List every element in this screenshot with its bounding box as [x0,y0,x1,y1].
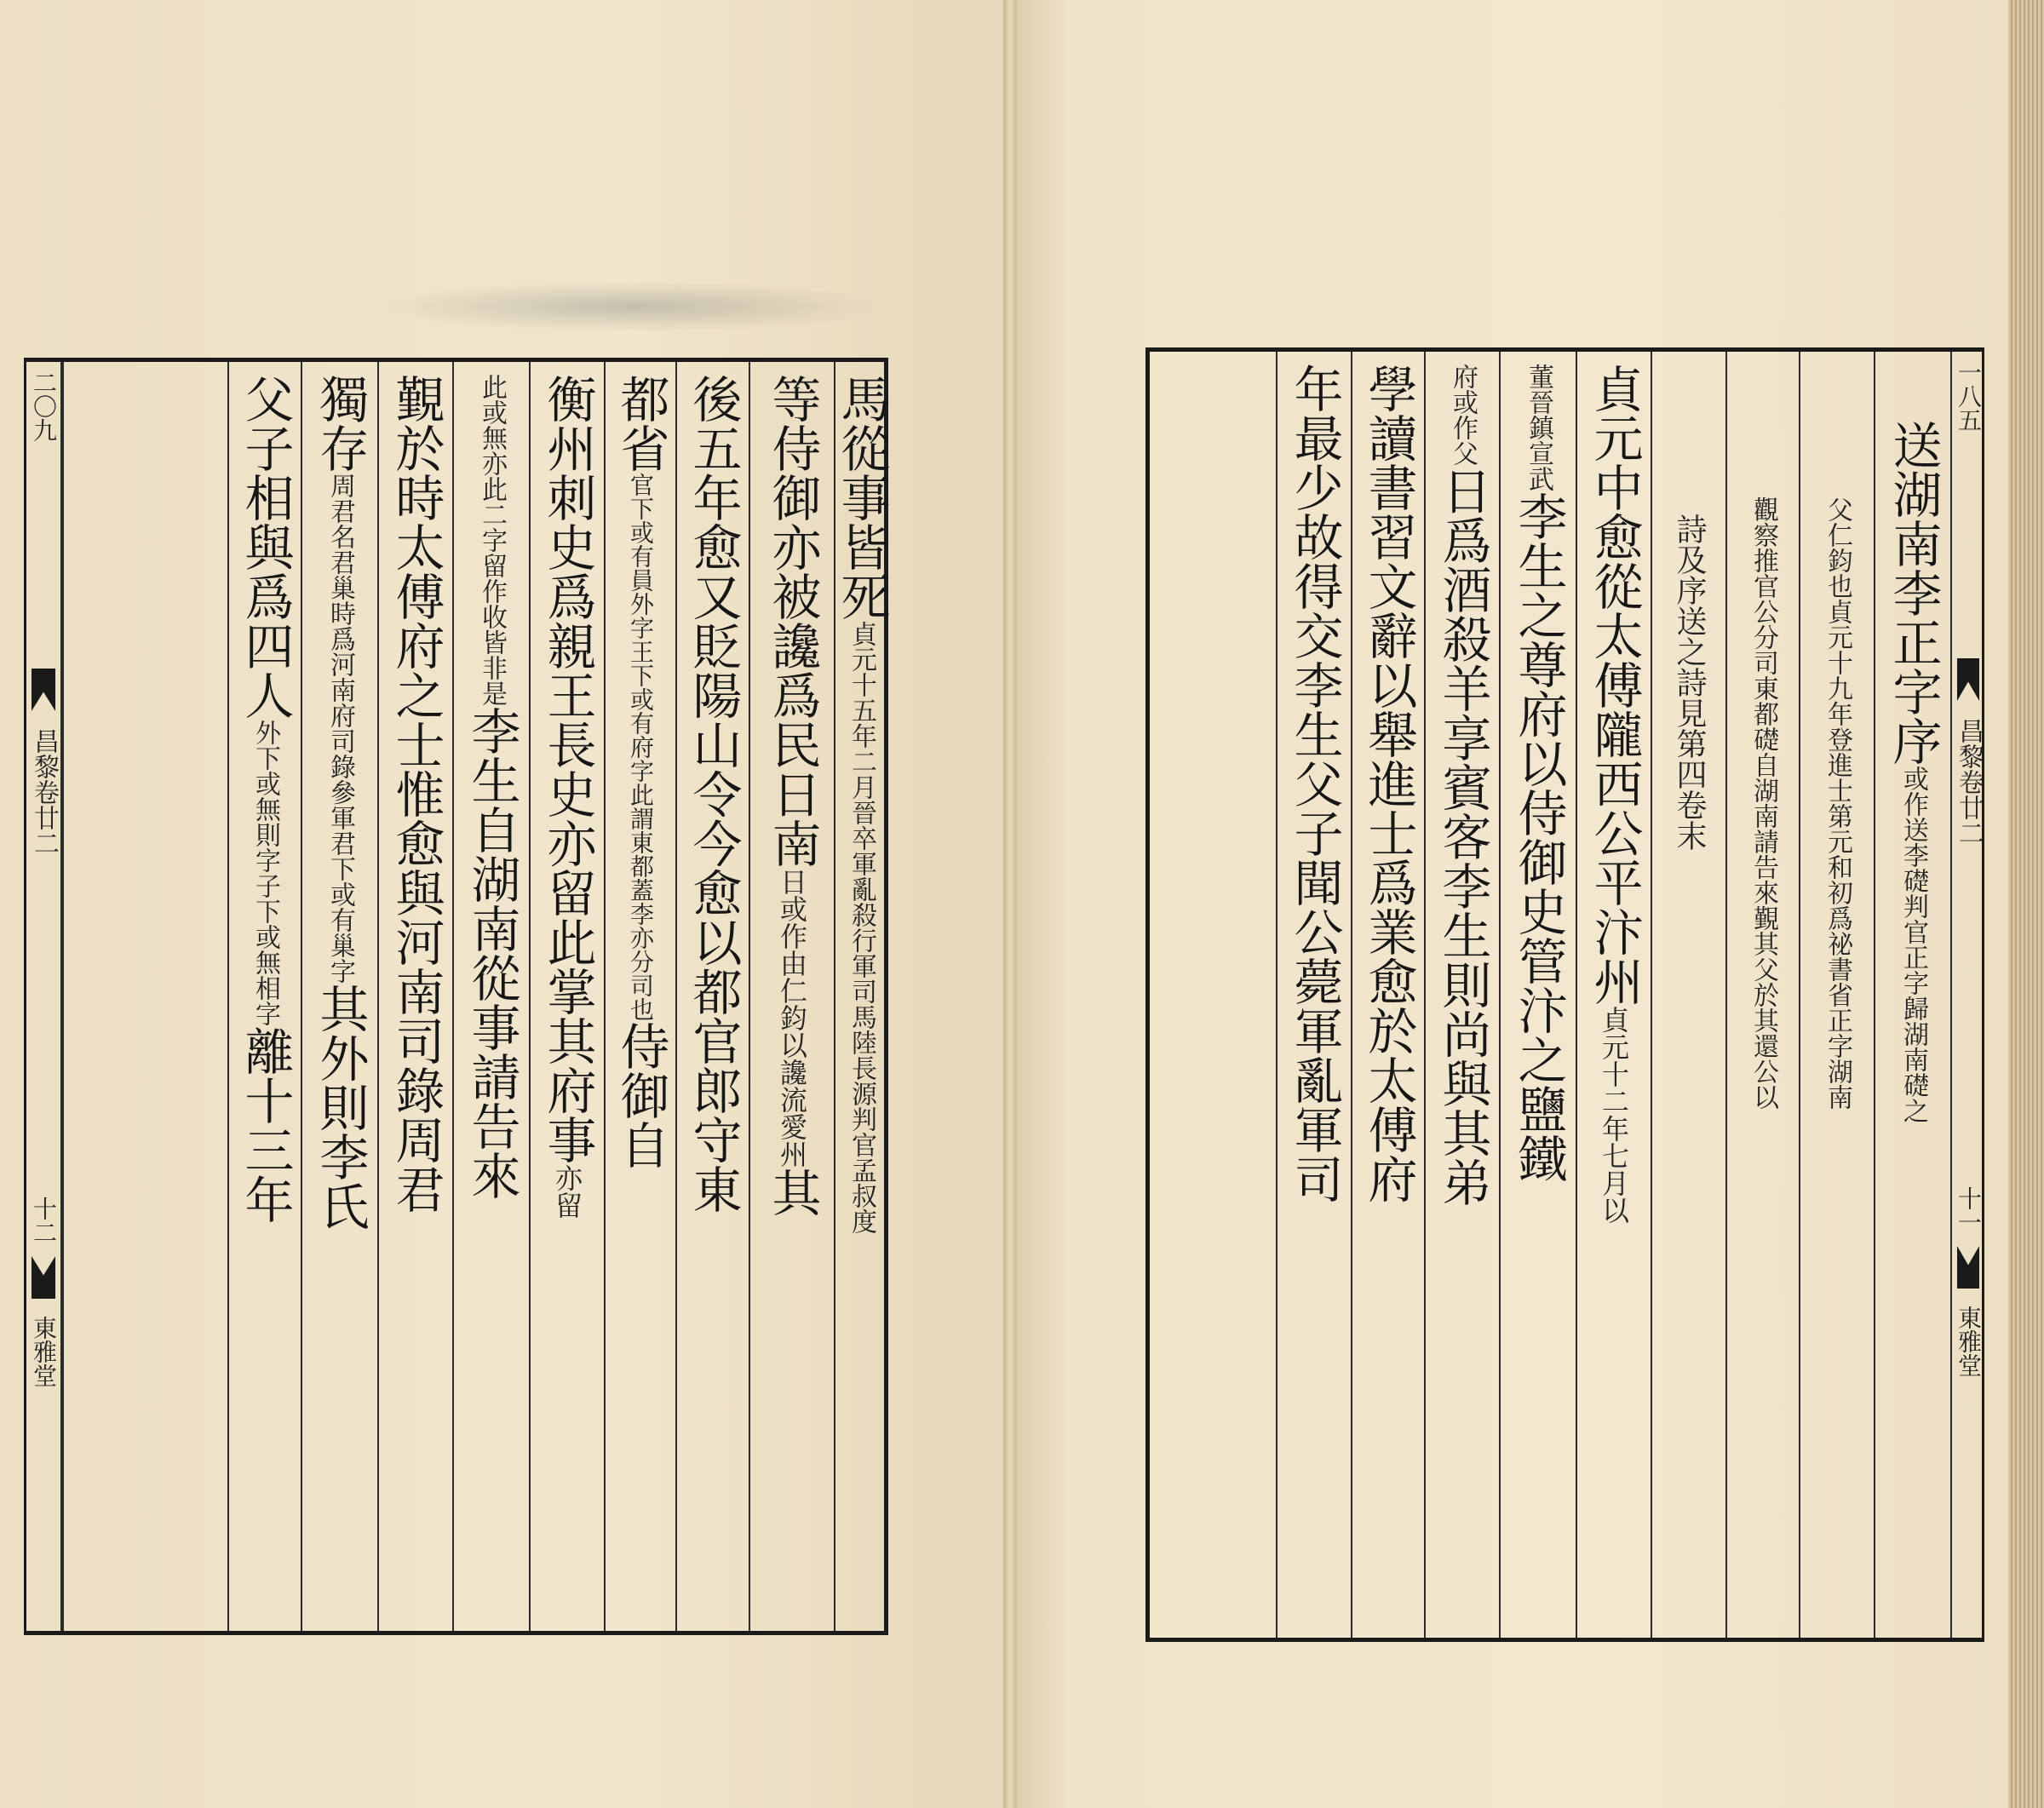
right-col-9 [1276,352,1351,1638]
main-text: 學讀書習文辭以舉進士爲業愈於太傅府 [1359,364,1418,1203]
main-text: 李生自湖南從事請告來 [462,706,521,1200]
main-text: 侍御自 [611,1021,670,1169]
left-col-3 [675,362,749,1631]
main-text: 馬從事皆死 [832,374,891,621]
note-text: 父仁鈞也貞元十九年登進士第元和初爲祕書省正字湖南 [1823,496,1852,1110]
book-gutter [1003,0,1017,1808]
left-margin-studio: 東雅堂 [30,1316,58,1387]
main-text: 李生之尊府以侍御史管汴之鹽鐵 [1509,491,1568,1183]
main-text: 後五年愈又貶陽山令今愈以都官郎守東 [684,374,743,1214]
main-text: 獨存 [311,374,370,473]
main-text: 日爲酒殺羊享賓客李生則尚與其弟 [1433,466,1492,1207]
right-col-3 [1725,352,1799,1638]
main-text: 覲於時太傅府之士惟愈與河南司錄周君 [387,374,445,1214]
left-fishtail-top [32,669,55,711]
main-text: 衡州刺史爲親王長史亦留此掌其府事 [538,374,597,1164]
main-text: 貞元中愈從太傅隴西公平汴州 [1585,364,1644,1006]
right-margin-number: 一八五 [1955,360,1983,432]
note-text: 此或無亦此二字留作收皆非是 [477,374,507,706]
note-text: 亦留 [551,1164,583,1219]
right-col-blank [1150,352,1276,1638]
main-text: 年最少故得交李生父子聞公薨軍亂軍司 [1285,364,1344,1203]
left-col-9 [227,362,301,1631]
note-text: 日或作由仁鈞以讒流愛州 [776,868,808,1168]
page-edges [2008,0,2044,1808]
main-text: 父子相與爲四人 [236,374,295,720]
right-col-2 [1799,352,1874,1638]
note-text: 府或作父 [1448,364,1478,466]
left-col-blank [62,362,227,1631]
note-text: 貞元十五年二月晉卒軍亂殺行軍司馬陸長源判官孟叔度 [847,621,876,1234]
left-margin-page: 十二 [30,1197,58,1244]
right-col-title [1874,352,1950,1638]
ink-bleed-stain [375,281,886,332]
left-fishtail-bottom [32,1256,55,1299]
main-text: 其 [763,1168,822,1217]
left-col-4 [604,362,675,1631]
right-margin-studio: 東雅堂 [1955,1306,1983,1377]
main-text: 離十三年 [236,1026,295,1224]
note-text: 周君名君巢時爲河南府司錄參軍君下或有巢字 [325,473,355,984]
left-col-8 [301,362,377,1631]
left-col-2 [749,362,834,1631]
left-text-block [24,358,891,1635]
note-text: 外下或無則字子下或無相字 [250,720,280,1026]
left-col-1 [832,362,891,1631]
left-margin-number: 二〇九 [30,370,58,442]
note-text: 詩及序送之詩見第四卷末 [1672,514,1707,851]
right-margin-heart [1950,352,1984,1638]
main-text: 等侍御亦被讒爲民日南 [763,374,822,868]
main-text: 送湖南李正字序 [1884,420,1943,766]
right-col-5 [1576,352,1651,1638]
main-text: 其外則李氏 [311,984,370,1231]
right-fishtail-bottom [1957,1246,1979,1289]
right-margin-title: 昌黎卷廿二 [1954,718,1984,846]
right-col-6 [1499,352,1576,1638]
note-text: 董晉鎮宣武 [1524,364,1553,491]
note-text: 觀察推官公分司東都礎自湖南請告來覲其父於其還公以 [1748,496,1778,1110]
main-text: 都省 [611,374,670,473]
left-margin-heart [26,362,62,1631]
right-col-4 [1651,352,1725,1638]
note-text: 貞元十二年七月以 [1598,1006,1630,1224]
note-text: 或作送李礎判官正字歸湖南礎之 [1898,766,1928,1123]
right-text-block [1145,347,1984,1642]
right-col-7 [1424,352,1499,1638]
right-fishtail-top [1957,658,1979,701]
right-margin-page: 十一 [1955,1186,1983,1234]
note-text: 官下或有員外字王下或有府字此謂東都蓋李亦分司也 [627,473,655,1021]
left-col-7 [377,362,452,1631]
left-col-5 [529,362,604,1631]
left-margin-title: 昌黎卷廿二 [29,728,59,856]
left-col-6 [452,362,529,1631]
right-col-8 [1351,352,1424,1638]
